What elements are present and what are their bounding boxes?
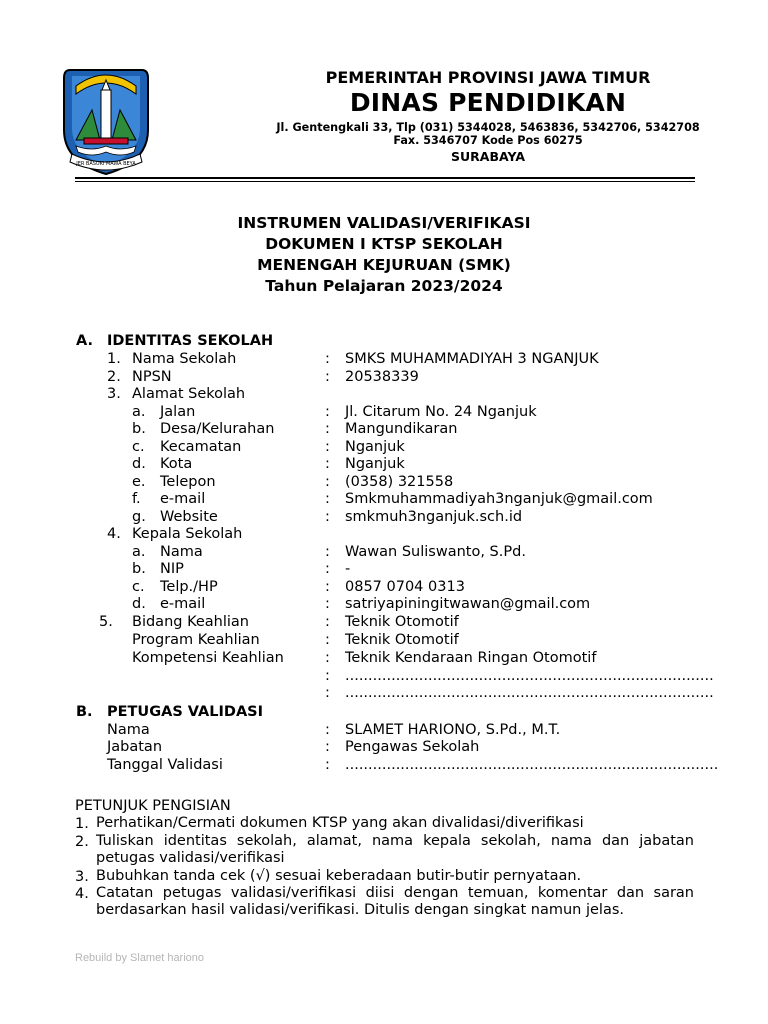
row-colon: : — [325, 351, 330, 367]
row-value: Teknik Kendaraan Ringan Otomotif — [345, 650, 597, 666]
row-value: 0857 0704 0313 — [345, 579, 465, 595]
logo-motto: JER BASUKI MAWA BEYA — [76, 161, 136, 167]
row-colon: : — [325, 491, 330, 507]
instructions-heading: PETUNJUK PENGISIAN — [75, 798, 231, 814]
row-colon: : — [325, 421, 330, 437]
row-value: SLAMET HARIONO, S.Pd., M.T. — [345, 722, 561, 738]
instruction-text: Perhatikan/Cermati dokumen KTSP yang akan divalidasi/diverifikasi — [96, 815, 584, 831]
row-number: c. — [132, 579, 145, 595]
row-number: 2. — [107, 369, 121, 385]
instruction-text: Bubuhkan tanda cek (√) sesuai keberadaan butir-butir pernyataan. — [96, 868, 582, 884]
provincial-emblem-logo — [62, 66, 150, 178]
section-a-row — [0, 492, 768, 510]
row-label: Program Keahlian — [132, 632, 260, 648]
row-colon: : — [325, 668, 330, 684]
row-value: 20538339 — [345, 369, 419, 385]
row-colon: : — [325, 739, 330, 755]
header-fax: Fax. 5346707 Kode Pos 60275 — [393, 134, 583, 147]
row-colon: : — [325, 439, 330, 455]
row-label: Nama — [160, 544, 203, 560]
row-number: e. — [132, 474, 146, 490]
section-a-row — [0, 615, 768, 633]
row-label: Alamat Sekolah — [132, 386, 246, 402]
watermark-text: Rebuild by Slamet hariono — [75, 952, 205, 964]
row-value: (0358) 321558 — [345, 474, 454, 490]
row-colon: : — [325, 474, 330, 490]
row-number: f. — [132, 491, 141, 507]
header-address: Jl. Gentengkali 33, Tlp (031) 5344028, 5463836, 5342706, 5342708 — [276, 121, 700, 134]
row-value: ................................................................................ — [345, 668, 714, 684]
row-number: d. — [132, 596, 146, 612]
row-label: Kota — [160, 456, 193, 472]
row-colon: : — [325, 650, 330, 666]
section-b-marker: B. — [76, 704, 93, 720]
row-value: satriyapiningitwawan@gmail.com — [345, 596, 591, 612]
section-b-heading: PETUGAS VALIDASI — [107, 704, 264, 720]
row-number: b. — [132, 421, 146, 437]
header-rule-thin — [75, 181, 695, 182]
row-number: g. — [132, 509, 146, 525]
row-colon: : — [325, 685, 330, 701]
row-label: Kecamatan — [160, 439, 242, 455]
section-a-row — [0, 387, 768, 405]
row-colon: : — [325, 544, 330, 560]
row-value: Wawan Suliswanto, S.Pd. — [345, 544, 526, 560]
section-a-row — [0, 686, 768, 704]
row-colon: : — [325, 404, 330, 420]
row-label: e-mail — [160, 491, 206, 507]
row-label: NPSN — [132, 369, 172, 385]
row-value: Teknik Otomotif — [345, 614, 459, 630]
section-a-row — [0, 545, 768, 563]
row-label: Kepala Sekolah — [132, 526, 243, 542]
row-label: Website — [160, 509, 218, 525]
row-colon: : — [325, 596, 330, 612]
row-number: a. — [132, 544, 146, 560]
document-title-line-1: INSTRUMEN VALIDASI/VERIFIKASI — [237, 214, 531, 232]
row-value: Teknik Otomotif — [345, 632, 459, 648]
row-label: Bidang Keahlian — [132, 614, 249, 630]
section-a-row — [0, 352, 768, 370]
row-colon: : — [325, 509, 330, 525]
row-value: Pengawas Sekolah — [345, 739, 480, 755]
row-value: Nganjuk — [345, 439, 405, 455]
section-a-heading: IDENTITAS SEKOLAH — [107, 333, 274, 349]
row-colon: : — [325, 614, 330, 630]
row-number: 5. — [99, 614, 113, 630]
row-value: - — [345, 561, 351, 577]
row-number: a. — [132, 404, 146, 420]
header-rule-thick — [75, 177, 695, 179]
instruction-number: 1. — [75, 816, 89, 832]
section-a-marker: A. — [76, 333, 93, 349]
row-number: 4. — [107, 526, 121, 542]
section-a-row — [0, 633, 768, 651]
row-label: Telepon — [160, 474, 216, 490]
section-a-row — [0, 422, 768, 440]
instruction-number: 4. — [75, 886, 89, 902]
row-number: c. — [132, 439, 145, 455]
row-colon: : — [325, 757, 330, 773]
row-label: Nama Sekolah — [132, 351, 237, 367]
row-value: Nganjuk — [345, 456, 405, 472]
section-b-row — [0, 740, 768, 758]
row-label: Jalan — [160, 404, 196, 420]
row-label: e-mail — [160, 596, 206, 612]
row-number: 1. — [107, 351, 121, 367]
section-a-row — [0, 457, 768, 475]
section-a-row — [0, 651, 768, 669]
row-value: Mangundikaran — [345, 421, 458, 437]
instruction-number: 2. — [75, 834, 89, 850]
section-a-row — [0, 527, 768, 545]
section-a-row — [0, 597, 768, 615]
section-b-row — [0, 758, 768, 776]
document-title-line-3: MENENGAH KEJURUAN (SMK) — [257, 256, 511, 274]
row-colon: : — [325, 369, 330, 385]
row-value: SMKS MUHAMMADIYAH 3 NGANJUK — [345, 351, 599, 367]
row-label: NIP — [160, 561, 184, 577]
section-a-row — [0, 562, 768, 580]
row-number: 3. — [107, 386, 121, 402]
row-value: ................................................................................ — [345, 685, 714, 701]
row-colon: : — [325, 632, 330, 648]
row-number: b. — [132, 561, 146, 577]
instruction-text: Tuliskan identitas sekolah, alamat, nama kepala sekolah, nama dan jabatan petugas validasi/verifikasi — [96, 833, 694, 866]
row-label: Telp./HP — [160, 579, 218, 595]
row-label: Tanggal Validasi — [107, 757, 223, 773]
instruction-text: Catatan petugas validasi/verifikasi diisi dengan temuan, komentar dan saran berdasarkan hasil validasi/verifikasi. Ditulis dengan singkat namun jelas. — [96, 885, 694, 918]
instruction-number: 3. — [75, 869, 89, 885]
row-label: Desa/Kelurahan — [160, 421, 275, 437]
row-label: Kompetensi Keahlian — [132, 650, 284, 666]
header-government: PEMERINTAH PROVINSI JAWA TIMUR — [325, 68, 651, 87]
row-number: d. — [132, 456, 146, 472]
row-value: Jl. Citarum No. 24 Nganjuk — [345, 404, 537, 420]
header-city: SURABAYA — [451, 149, 525, 164]
document-title-line-2: DOKUMEN I KTSP SEKOLAH — [265, 235, 503, 253]
row-label: Nama — [107, 722, 150, 738]
header-department: DINAS PENDIDIKAN — [349, 88, 627, 117]
row-colon: : — [325, 456, 330, 472]
row-colon: : — [325, 579, 330, 595]
row-value: Smkmuhammadiyah3nganjuk@gmail.com — [345, 491, 653, 507]
row-label: Jabatan — [107, 739, 163, 755]
row-value: ................................................................................. — [345, 757, 719, 773]
row-colon: : — [325, 561, 330, 577]
document-title-line-4: Tahun Pelajaran 2023/2024 — [265, 277, 503, 295]
row-value: smkmuh3nganjuk.sch.id — [345, 509, 523, 525]
row-colon: : — [325, 722, 330, 738]
